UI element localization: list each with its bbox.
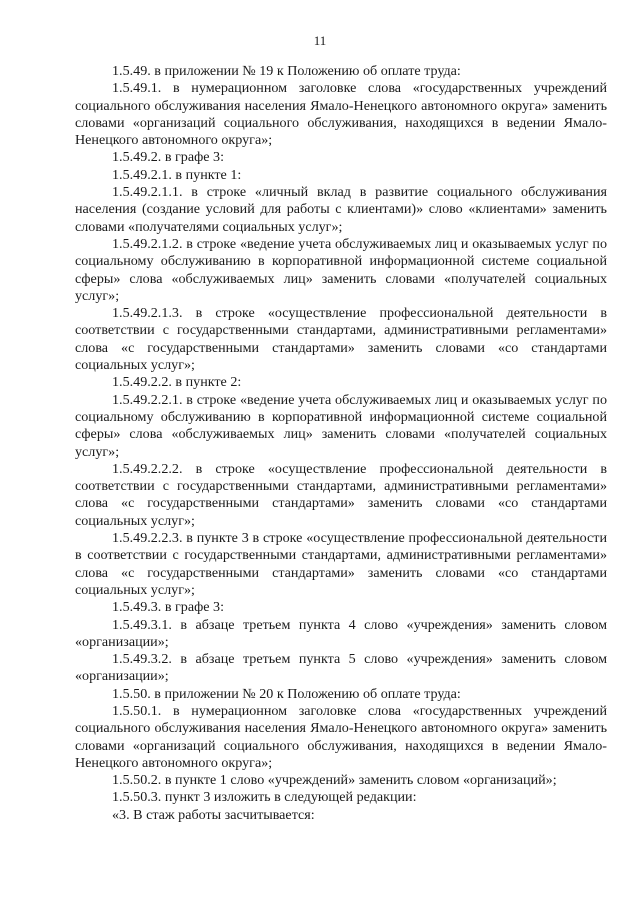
paragraph: 1.5.49.2.1.3. в строке «осуществление профессиональной деятельности в соответствии с государственными стандартами, административными регламентами» слова «с государственными стандартами» заменить словами «со стандартами социальных услуг»; xyxy=(75,305,607,374)
page-number: 11 xyxy=(313,33,327,48)
paragraph: «3. В стаж работы засчитывается: xyxy=(112,806,315,823)
paragraph: 1.5.49.2.2.1. в строке «ведение учета обслуживаемых лиц и оказываемых услуг по социальному обслуживанию в корпоративной информационной системе социальной сферы» слова «обслуживаемых лиц» заменить словами «получателей социальных услуг»; xyxy=(75,391,607,460)
paragraph: 1.5.49. в приложении № 19 к Положению об оплате труда: xyxy=(112,63,461,79)
paragraph: 1.5.49.2. в графе 3: xyxy=(112,149,224,166)
paragraph: 1.5.49.1. в нумерационном заголовке слова «государственных учреждений социального обслуживания населения Ямало-Ненецкого автономного округа» заменить словами «организаций социального обслуживания, находящихся в ведении Ямало-Ненецкого автономного округа»; xyxy=(75,80,607,149)
paragraph: 1.5.49.3. в графе 3: xyxy=(112,599,224,616)
paragraph: 1.5.49.2.2.2. в строке «осуществление профессиональной деятельности в соответствии с государственными стандартами, административными регламентами» слова «с государственными стандартами» заменить словами «со стандартами социальных услуг»; xyxy=(75,460,607,529)
paragraph: 1.5.49.2.1.2. в строке «ведение учета обслуживаемых лиц и оказываемых услуг по социальному обслуживанию в корпоративной информационной системе социальной сферы» слова «обслуживаемых лиц» заменить словами «получателей социальных услуг»; xyxy=(75,235,607,304)
paragraph: 1.5.49.3.2. в абзаце третьем пункта 5 слово «учреждения» заменить словом «организации»; xyxy=(75,651,607,685)
paragraph: 1.5.49.2.2.3. в пункте 3 в строке «осуществление профессиональной деятельности в соответствии с государственными стандартами, административными регламентами» слова «с государственными стандартами» заменить словами «со стандартами социальных услуг»; xyxy=(75,530,607,598)
paragraph: 1.5.50.2. в пункте 1 слово «учреждений» заменить словом «организаций»; xyxy=(112,772,557,789)
document-body xyxy=(75,63,607,824)
paragraph: 1.5.50.1. в нумерационном заголовке слова «государственных учреждений социального обслуживания населения Ямало-Ненецкого автономного округа» заменить словами «организаций социального обслуживания, находящихся в ведении Ямало-Ненецкого автономного округа»; xyxy=(75,702,607,771)
paragraph: 1.5.49.2.1.1. в строке «личный вклад в развитие социального обслуживания населения (создание условий для работы с клиентами)» слово «клиентами» заменить словами «получателями социальных услуг»; xyxy=(75,184,607,235)
paragraph: 1.5.49.2.1. в пункте 1: xyxy=(112,166,242,183)
paragraph: 1.5.49.2.2. в пункте 2: xyxy=(112,374,242,391)
paragraph: 1.5.49.3.1. в абзаце третьем пункта 4 слово «учреждения» заменить словом «организации»; xyxy=(75,616,607,650)
paragraph: 1.5.50.3. пункт 3 изложить в следующей редакции: xyxy=(112,789,417,806)
paragraph: 1.5.50. в приложении № 20 к Положению об оплате труда: xyxy=(112,685,461,702)
